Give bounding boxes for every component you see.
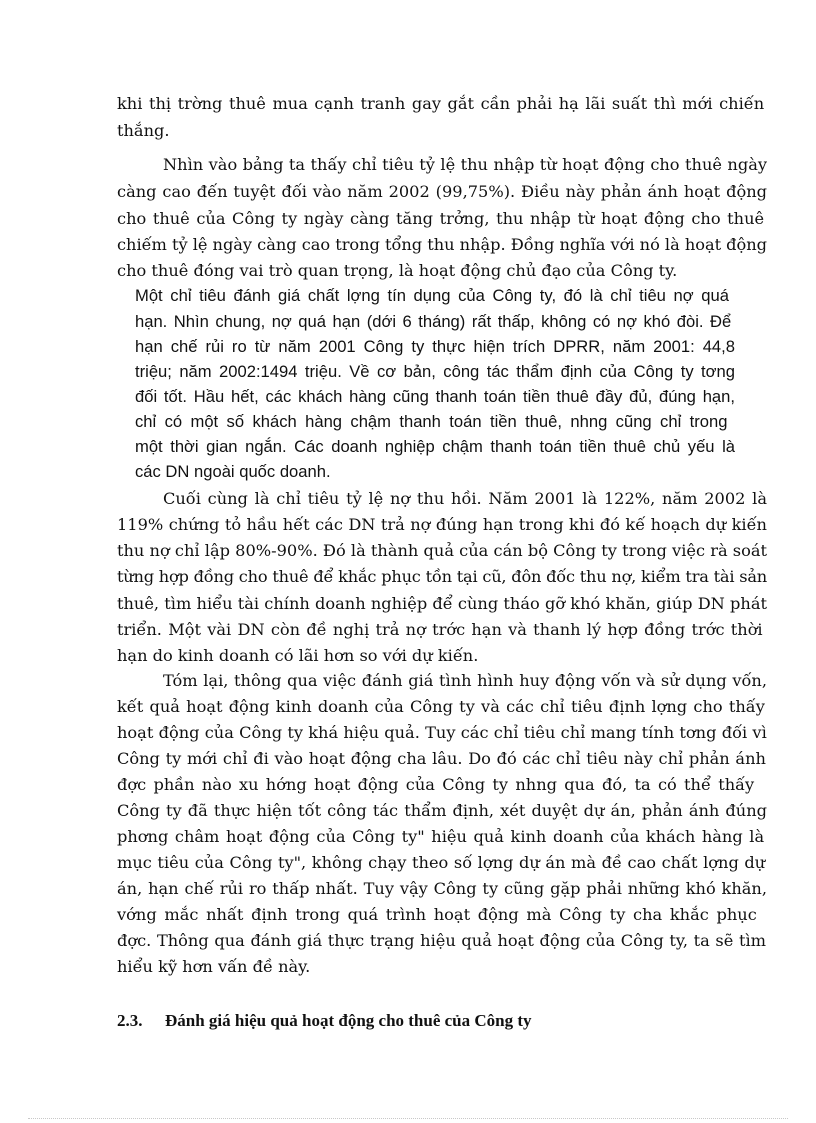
text-line: cho thuê của Công ty ngày càng tăng trởng, thu nhập từ hoạt động cho thuê [117,209,765,228]
text-line: thuê, tìm hiểu tài chính doanh nghiệp để cùng tháo gỡ khó khăn, giúp DN phát [117,594,767,613]
text-line: càng cao đến tuyệt đối vào năm 2002 (99,75%). Điều này phản ánh hoạt động [117,182,767,201]
text-line: kết quả hoạt động kinh doanh của Công ty và các chỉ tiêu định lợng cho thấy [117,697,765,716]
text-line: vớng mắc nhất định trong quá trình hoạt động mà Công ty cha khắc phục [117,905,757,924]
text-line: Cuối cùng là chỉ tiêu tỷ lệ nợ thu hồi. Năm 2001 là 122%, năm 2002 là [163,489,767,508]
text-line: triệu; năm 2002:1494 triệu. Về cơ bản, công tác thẩm định của Công ty tơng [135,362,735,381]
text-line: một thời gian ngắn. Các doanh nghiệp chậm thanh toán tiền thuê chủ yếu là [135,437,735,456]
text-line: đối tốt. Hầu hết, các khách hàng cũng thanh toán tiền thuê đầy đủ, đúng hạn, [135,387,735,406]
text-line: thu nợ chỉ lập 80%-90%. Đó là thành quả của cán bộ Công ty trong việc rà soát [117,541,767,560]
text-line: Một chỉ tiêu đánh giá chất lợng tín dụng của Công ty, đó là chỉ tiêu nợ quá [135,286,729,305]
text-line: phơng châm hoạt động của Công ty" hiệu quả kinh doanh của khách hàng là [117,827,765,846]
text-line: cho thuê đóng vai trò quan trọng, là hoạt động chủ đạo của Công ty. [117,261,678,280]
text-line: từng hợp đồng cho thuê để khắc phục tồn tại cũ, đôn đốc thu nợ, kiểm tra tài sản [117,567,767,586]
text-line: hoạt động của Công ty khá hiệu quả. Tuy các chỉ tiêu chỉ mang tính tơng đối vì [117,723,767,742]
text-line: Công ty đã thực hiện tốt công tác thẩm định, xét duyệt dự án, phản ánh đúng [117,801,767,820]
text-line: triển. Một vài DN còn đề nghị trả nợ trớc hạn và thanh lý hợp đồng trớc thời [117,620,763,639]
text-line: chiếm tỷ lệ ngày càng cao trong tổng thu nhập. Đồng nghĩa với nó là hoạt động [117,235,767,254]
text-line: hạn chế rủi ro từ năm 2001 Công ty thực hiện trích DPRR, năm 2001: 44,8 [135,337,735,356]
text-line: khi thị trờng thuê mua cạnh tranh gay gắt cần phải hạ lãi suất thì mới chiến [117,94,765,113]
text-line: Công ty mới chỉ đi vào hoạt động cha lâu. Do đó các chỉ tiêu này chỉ phản ánh [117,749,766,768]
text-line: mục tiêu của Công ty", không chạy theo số lợng dự án mà đề cao chất lợng dự [117,853,766,872]
text-line: án, hạn chế rủi ro thấp nhất. Tuy vậy Công ty cũng gặp phải những khó khăn, [117,879,767,898]
text-line: hiểu kỹ hơn vấn đề này. [117,957,311,976]
text-line: 119% chứng tỏ hầu hết các DN trả nợ đúng hạn trong khi đó kế hoạch dự kiến [117,515,767,534]
text-line: Tóm lại, thông qua việc đánh giá tình hình huy động vốn và sử dụng vốn, [163,671,767,690]
text-line: hạn do kinh doanh có lãi hơn so với dự kiến. [117,646,479,665]
section-heading [117,1009,532,1033]
section-number: 2.3. [117,1011,143,1030]
text-line: các DN ngoài quốc doanh. [135,462,331,481]
text-line: chỉ có một số khách hàng chậm thanh toán tiền thuê, nhng cũng chỉ trong [135,412,728,431]
section-title: Đánh giá hiệu quả hoạt động cho thuê của Công ty [165,1011,532,1030]
page-bottom-rule [28,1118,788,1119]
text-line: đợc phần nào xu hớng hoạt động của Công ty nhng qua đó, ta có thể thấy [117,775,755,794]
text-line: đợc. Thông qua đánh giá thực trạng hiệu quả hoạt động của Công ty, ta sẽ tìm [117,931,766,950]
text-line: thắng. [117,121,170,140]
text-line: hạn. Nhìn chung, nợ quá hạn (dới 6 tháng) rất thấp, không có nợ khó đòi. Để [135,312,732,331]
text-line: Nhìn vào bảng ta thấy chỉ tiêu tỷ lệ thu nhập từ hoạt động cho thuê ngày [163,155,767,174]
